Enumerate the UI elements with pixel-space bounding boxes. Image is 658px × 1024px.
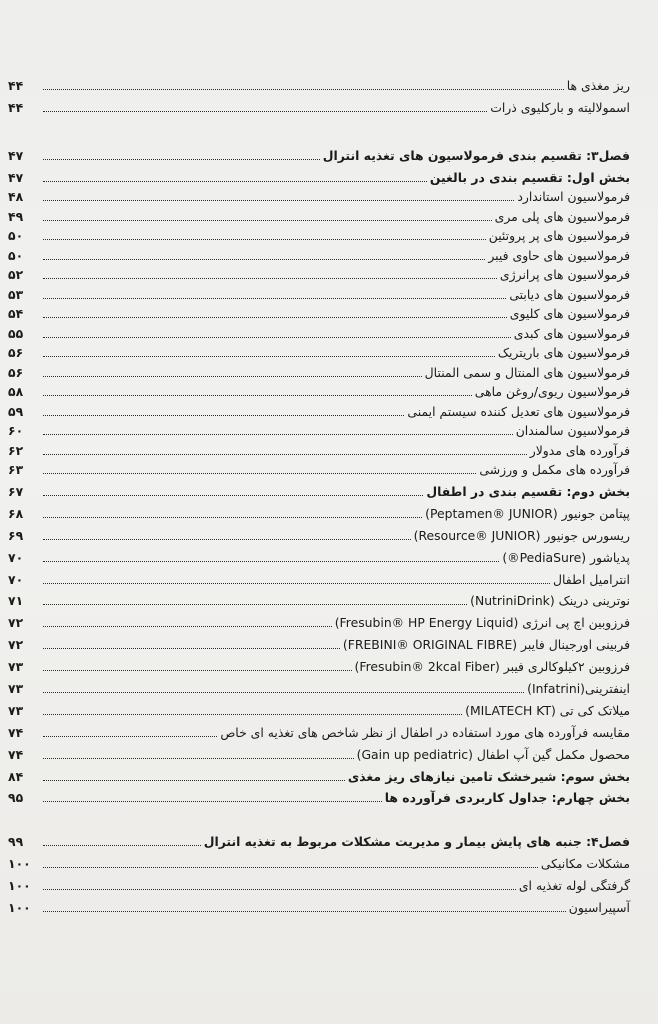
toc-entry (8, 500, 630, 522)
toc-entry-title: فرمولاسیون سالمندان (515, 423, 630, 439)
toc-entry-title: فرآورده های مکمل و ورزشی (479, 462, 630, 478)
chapter-page: ۹۹ (8, 834, 24, 850)
toc-entry-page: ۴۹ (8, 208, 24, 224)
toc-entry (8, 381, 630, 401)
chapter-heading (8, 828, 630, 850)
dot-leader (43, 395, 472, 396)
toc-entry (8, 400, 630, 420)
toc-entry-page: ۵۴ (8, 306, 24, 322)
toc-entry (8, 697, 630, 719)
toc-entry (8, 342, 630, 362)
toc-entry-page: ۴۴ (8, 99, 24, 115)
chapter-title: فصل۴: جنبه های پایش بیمار و مدیریت مشکلات مربوط به تغذیه انترال (203, 834, 630, 850)
chapter-heading (8, 142, 630, 164)
toc-entry (8, 544, 630, 566)
dot-leader (43, 626, 332, 627)
toc-entry-page: ۶۲ (8, 442, 24, 458)
toc-entry-page: ۷۰ (8, 571, 24, 587)
toc-entry-page: ۵۶ (8, 345, 24, 361)
section-heading (8, 785, 630, 807)
toc-entry-page: ۶۸ (8, 505, 24, 521)
toc-entry (8, 566, 630, 588)
toc-entry-title: مشکلات مکانیکی (540, 856, 630, 872)
toc-entry-title: انترامیل اطفال (553, 571, 630, 587)
dot-leader (43, 317, 507, 318)
toc-entry-title: فرمولاسیون های باریتریک (497, 345, 630, 361)
toc-entry (8, 72, 630, 94)
dot-leader (43, 200, 514, 201)
toc-entry-title: فرمولاسیون های المنتال و سمی المنتال (424, 364, 630, 380)
section-page: ۹۵ (8, 790, 24, 806)
dot-leader (43, 239, 486, 240)
toc-entry-title: فرزوبین ۲کیلوکالری فیبر (Fresubin® 2kcal Fiber) (354, 659, 630, 675)
section-title: بخش اول: تقسیم بندی در بالغین (429, 169, 630, 185)
section-page: ۶۷ (8, 483, 24, 499)
toc-entry (8, 283, 630, 303)
toc-entry-page: ۶۰ (8, 423, 24, 439)
dot-leader (43, 670, 352, 671)
dot-leader (43, 356, 495, 357)
toc-entry (8, 439, 630, 459)
dot-leader (43, 758, 354, 759)
toc-entry (8, 872, 630, 894)
toc-entry-page: ۱۰۰ (8, 856, 31, 872)
toc-entry-title: فرمولاسیون های حاوی فیبر (488, 247, 630, 263)
dot-leader (43, 181, 427, 182)
toc-entry-title: ریز مغذی ها (566, 77, 630, 93)
dot-leader (43, 801, 382, 802)
dot-leader (43, 517, 422, 518)
toc-entry-title: آسپیراسیون (568, 899, 630, 915)
toc-entry (8, 361, 630, 381)
toc-entry-page: ۵۶ (8, 364, 24, 380)
toc-entry-page: ۴۴ (8, 77, 24, 93)
toc-entry-title: گرفتگی لوله تغذیه ای (518, 878, 630, 894)
toc-entry-title: میلاتک کی تی (MILATECH KT) (465, 702, 630, 718)
dot-leader (43, 259, 485, 260)
toc-entry-title: اسمولالیته و بارکلیوی ذرات (490, 99, 630, 115)
dot-leader (43, 415, 404, 416)
toc-entry-title: محصول مکمل گین آپ اطفال (Gain up pediatric) (356, 746, 630, 762)
section-title: بخش چهارم: جداول کاربردی فرآورده ها (384, 790, 630, 806)
dot-leader (43, 89, 564, 90)
toc-entry-page: ۷۴ (8, 724, 24, 740)
dot-leader (43, 780, 345, 781)
toc-entry-title: فرمولاسیون استاندارد (517, 189, 630, 205)
toc-entry-page: ۵۲ (8, 267, 24, 283)
toc-entry (8, 609, 630, 631)
toc-entry-title: مقایسه فرآورده های مورد استفاده در اطفال از نظر شاخص های تغذیه ای خاص (220, 724, 630, 740)
section-page: ۴۷ (8, 169, 24, 185)
toc-entry-title: ریسورس جونیور (Resource® JUNIOR) (413, 527, 630, 543)
dot-leader (43, 473, 476, 474)
toc-entry (8, 631, 630, 653)
toc-entry-title: فرمولاسیون های پر پروتئین (488, 228, 630, 244)
toc-entry-title: فرمولاسیون ریوی/روغن ماهی (474, 384, 630, 400)
toc-entry-page: ۷۲ (8, 615, 24, 631)
dot-leader (43, 714, 462, 715)
toc-entry-page: ۵۹ (8, 403, 24, 419)
dot-leader (43, 454, 527, 455)
toc-entry (8, 588, 630, 610)
dot-leader (43, 604, 467, 605)
dot-leader (43, 159, 320, 160)
section-page: ۸۴ (8, 768, 24, 784)
toc-entry (8, 205, 630, 225)
dot-leader (43, 889, 516, 890)
toc-entry-title: فرمولاسیون های تعدیل کننده سیستم ایمنی (407, 403, 630, 419)
chapter-page: ۴۷ (8, 147, 24, 163)
chapter-title: فصل۳: تقسیم بندی فرمولاسیون های تغذیه انترال (322, 147, 630, 163)
toc-entry (8, 303, 630, 323)
section-heading (8, 763, 630, 785)
toc-entry (8, 322, 630, 342)
toc-entry-page: ۷۳ (8, 702, 24, 718)
dot-leader (43, 692, 524, 693)
toc-entry-page: ۱۰۰ (8, 878, 31, 894)
toc-entry-title: فرآورده های مدولار (529, 442, 630, 458)
toc-entry-page: ۵۸ (8, 384, 24, 400)
dot-leader (43, 220, 492, 221)
toc-entry-page: ۷۲ (8, 637, 24, 653)
toc-entry (8, 420, 630, 440)
dot-leader (43, 376, 422, 377)
toc-entry-title: پدیاشور (PediaSure®) (502, 549, 630, 565)
table-of-contents (8, 72, 630, 916)
dot-leader (43, 867, 538, 868)
dot-leader (43, 648, 340, 649)
toc-entry (8, 741, 630, 763)
toc-entry-title: نوترینی درینک (NutriniDrink) (470, 593, 630, 609)
toc-entry (8, 894, 630, 916)
toc-entry (8, 522, 630, 544)
toc-entry (8, 94, 630, 116)
toc-entry-page: ۷۱ (8, 593, 24, 609)
toc-entry-page: ۷۰ (8, 549, 24, 565)
toc-entry-title: اینفترینی(Infatrini) (527, 680, 630, 696)
dot-leader (43, 434, 513, 435)
toc-entry (8, 244, 630, 264)
toc-entry (8, 653, 630, 675)
toc-entry-page: ۵۰ (8, 228, 24, 244)
toc-entry-title: فرزوبین اچ پی انرژی (Fresubin® HP Energy Liquid) (334, 615, 630, 631)
toc-entry-page: ۵۳ (8, 286, 24, 302)
toc-entry-page: ۷۴ (8, 746, 24, 762)
dot-leader (43, 337, 511, 338)
section-heading (8, 164, 630, 186)
dot-leader (43, 583, 550, 584)
dot-leader (43, 278, 497, 279)
section-title: بخش سوم: شیرخشک تامین نیازهای ریز مغذی (347, 768, 630, 784)
toc-entry-title: فرمولاسیون های کلیوی (509, 306, 630, 322)
dot-leader (43, 736, 217, 737)
toc-entry (8, 850, 630, 872)
toc-entry (8, 225, 630, 245)
toc-entry-page: ۵۵ (8, 325, 24, 341)
dot-leader (43, 911, 566, 912)
toc-entry-title: فرمولاسیون های دیابتی (509, 286, 630, 302)
toc-entry-title: فربینی اورجینال فایبر (FREBINI® ORIGINAL FIBRE) (342, 637, 630, 653)
toc-entry-page: ۱۰۰ (8, 899, 31, 915)
toc-entry (8, 459, 630, 479)
toc-entry (8, 719, 630, 741)
dot-leader (43, 561, 499, 562)
toc-entry (8, 264, 630, 284)
toc-entry (8, 675, 630, 697)
toc-entry-title: پپتامن جونیور (Peptamen® JUNIOR) (425, 505, 630, 521)
toc-entry-page: ۴۸ (8, 189, 24, 205)
dot-leader (43, 539, 411, 540)
dot-leader (43, 495, 423, 496)
dot-leader (43, 111, 487, 112)
toc-entry-page: ۶۳ (8, 462, 24, 478)
toc-entry-page: ۷۳ (8, 659, 24, 675)
toc-entry-title: فرمولاسیون های کبدی (513, 325, 630, 341)
toc-entry-page: ۵۰ (8, 247, 24, 263)
dot-leader (43, 298, 506, 299)
dot-leader (43, 845, 201, 846)
section-heading (8, 478, 630, 500)
toc-entry-page: ۶۹ (8, 527, 24, 543)
toc-entry-page: ۷۳ (8, 680, 24, 696)
toc-entry-title: فرمولاسیون های پرانرژی (499, 267, 630, 283)
toc-entry (8, 186, 630, 206)
toc-entry-title: فرمولاسیون های پلی مری (494, 208, 630, 224)
section-title: بخش دوم: تقسیم بندی در اطفال (426, 483, 630, 499)
